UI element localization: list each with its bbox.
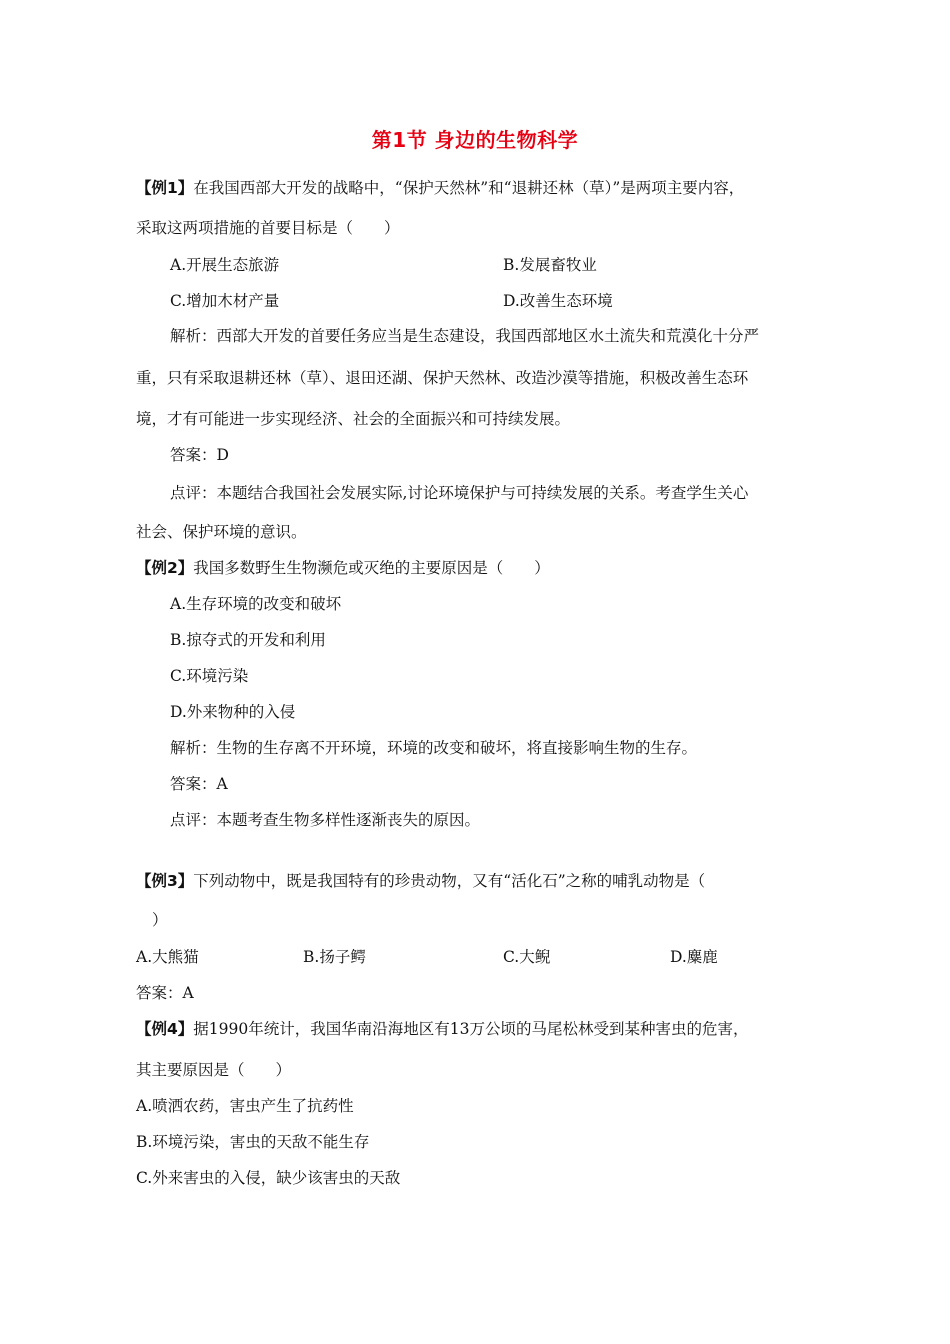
ex1-option-b: B.发展畜牧业 [503, 256, 597, 274]
ex1-comment-line2: 社会、保护环境的意识。 [136, 523, 307, 541]
ex2-label: 【例2】 [136, 559, 194, 577]
ex2-question [136, 558, 550, 578]
ex2-comment: 点评：本题考查生物多样性逐渐丧失的原因。 [170, 811, 481, 829]
ex3-question-line1 [136, 871, 705, 891]
ex3-option-d: D.麋鹿 [670, 948, 718, 966]
ex2-question-text: 我国多数野生生物濒危或灭绝的主要原因是（ ） [193, 559, 550, 577]
ex1-analysis-line3: 境，才有可能进一步实现经济、社会的全面振兴和可持续发展。 [136, 410, 571, 428]
ex2-option-b: B.掠夺式的开发和利用 [170, 631, 326, 649]
ex2-option-d: D.外来物种的入侵 [170, 703, 296, 721]
page-title: 第1节 身边的生物科学 [371, 128, 579, 152]
ex1-question-text: 在我国西部大开发的战略中，“保护天然林”和“退耕还林（草）”是两项主要内容， [193, 179, 745, 197]
ex2-analysis: 解析：生物的生存离不开环境，环境的改变和破坏，将直接影响生物的生存。 [170, 739, 698, 757]
ex4-option-c: C.外来害虫的入侵，缺少该害虫的天敌 [136, 1169, 401, 1187]
ex1-label: 【例1】 [136, 179, 194, 197]
ex4-option-a: A.喷洒农药，害虫产生了抗药性 [136, 1097, 354, 1115]
ex1-comment-line1: 点评：本题结合我国社会发展实际,讨论环境保护与可持续发展的关系。考查学生关心 [170, 484, 749, 502]
ex3-option-b: B.扬子鳄 [303, 948, 366, 966]
ex4-question-line1 [136, 1019, 748, 1039]
ex1-analysis-line1: 解析：西部大开发的首要任务应当是生态建设，我国西部地区水土流失和荒漠化十分严 [170, 327, 760, 345]
ex4-question-text: 据1990年统计，我国华南沿海地区有13万公顷的马尾松林受到某种害虫的危害， [193, 1020, 749, 1038]
ex2-answer: 答案：A [170, 775, 228, 793]
ex3-question-text: 下列动物中，既是我国特有的珍贵动物，又有“活化石”之称的哺乳动物是（ [193, 872, 706, 890]
ex3-label: 【例3】 [136, 872, 194, 890]
ex2-option-a: A.生存环境的改变和破坏 [170, 595, 342, 613]
ex1-analysis-line2: 重，只有采取退耕还林（草）、退田还湖、保护天然林、改造沙漠等措施，积极改善生态环 [136, 369, 749, 387]
ex3-option-a: A.大熊猫 [136, 948, 199, 966]
ex1-question-line1 [136, 178, 744, 198]
ex4-label: 【例4】 [136, 1020, 194, 1038]
ex1-question-line2: 采取这两项措施的首要目标是（ ） [136, 219, 400, 237]
ex3-answer: 答案：A [136, 984, 194, 1002]
ex4-question-line2: 其主要原因是（ ） [136, 1061, 292, 1079]
ex1-option-c: C.增加木材产量 [170, 292, 280, 310]
ex1-option-a: A.开展生态旅游 [170, 256, 280, 274]
ex4-option-b: B.环境污染，害虫的天敌不能生存 [136, 1133, 370, 1151]
ex3-option-c: C.大鲵 [503, 948, 551, 966]
ex1-answer: 答案：D [170, 446, 229, 464]
ex1-option-d: D.改善生态环境 [503, 292, 613, 310]
ex3-question-line2: ） [152, 911, 168, 929]
ex2-option-c: C.环境污染 [170, 667, 249, 685]
